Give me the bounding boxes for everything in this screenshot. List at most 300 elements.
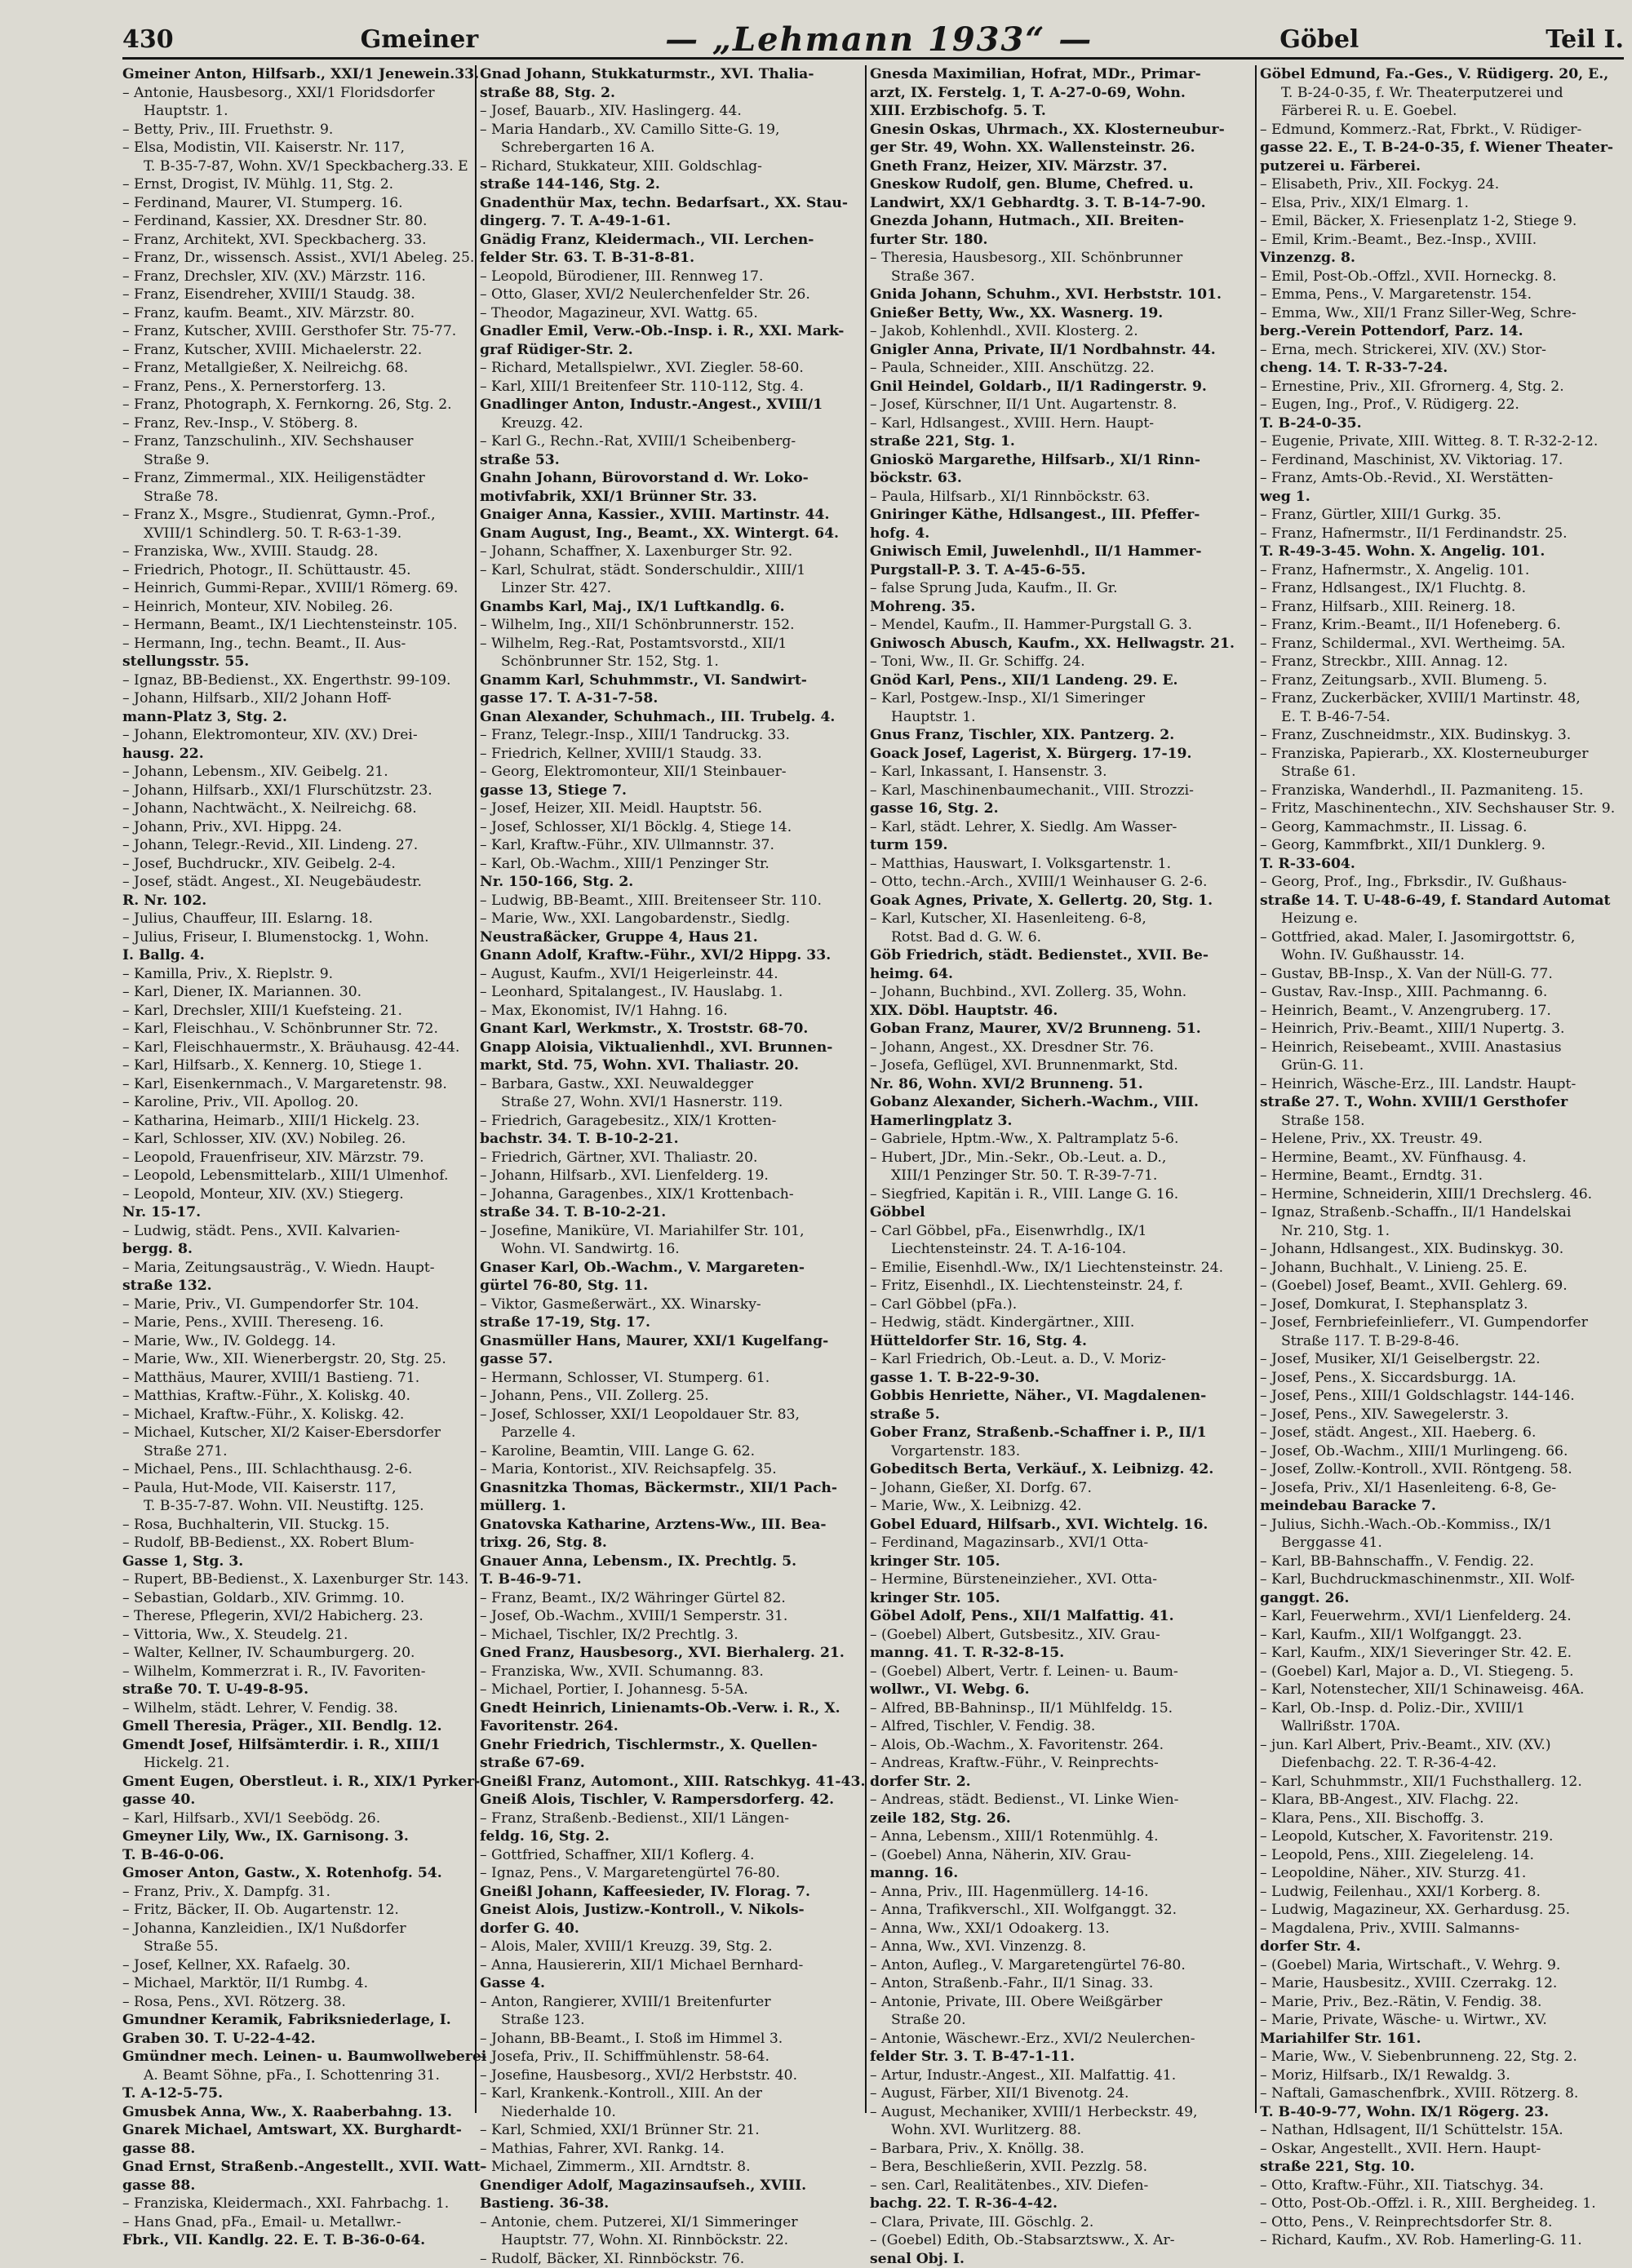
part-label: Teil I. — [1546, 25, 1624, 54]
directory-entry-line: – Otto, Pens., V. Reinprechtsdorfer Str. 8. — [1260, 2213, 1629, 2232]
directory-entry-line: – Viktor, Gasmeßerwärt., XX. Winarsky- — [480, 1296, 865, 1314]
directory-entry-line: – Marie, Hausbesitz., XVIII. Czerrakg. 12. — [1260, 1974, 1629, 1993]
directory-entry-line: Gobeditsch Berta, Verkäuf., X. Leibnizg. 42. — [870, 1460, 1255, 1479]
directory-entry-line: Gneißl Franz, Automont., XIII. Ratschkyg. 41-43. — [480, 1773, 865, 1792]
directory-entry-line: Hauptstr. 1. — [122, 102, 472, 121]
directory-entry-line: – Klara, BB-Angest., XIV. Flachg. 22. — [1260, 1791, 1629, 1810]
directory-entry-line: – Karl, Schmied, XXI/1 Brünner Str. 21. — [480, 2121, 865, 2140]
directory-entry-line: – Marie, Ww., IV. Goldegg. 14. — [122, 1332, 472, 1351]
directory-entry-line: – Bera, Beschließerin, XVII. Pezzlg. 58. — [870, 2158, 1255, 2177]
directory-entry-line: straße 221, Stg. 1. — [870, 432, 1255, 451]
directory-entry-line: Graben 30. T. U-22-4-42. — [122, 2030, 472, 2049]
directory-entry-line: – Toni, Ww., II. Gr. Schiffg. 24. — [870, 653, 1255, 671]
directory-entry-line: Straße 61. — [1260, 763, 1629, 782]
directory-entry-line: hausg. 22. — [122, 745, 472, 764]
directory-entry-line: – Johann, Schaffner, X. Laxenburger Str. 92. — [480, 543, 865, 561]
directory-entry-line: – Franz, Pens., X. Pernerstorferg. 13. — [122, 378, 472, 396]
directory-entry-line: – Karl, Hdlsangest., XVIII. Hern. Haupt- — [870, 414, 1255, 433]
directory-entry-line: T. R-49-3-45. Wohn. X. Angelig. 101. — [1260, 543, 1629, 561]
directory-entry-line: – Anton, Straßenb.-Fahr., II/1 Sinag. 33. — [870, 1974, 1255, 1993]
directory-entry-line: – Gustav, Rav.-Insp., XIII. Pachmanng. 6. — [1260, 983, 1629, 1002]
directory-entry-line: – Hans Gnad, pFa., Email- u. Metallwr.- — [122, 2213, 472, 2232]
directory-entry-line: – Heinrich, Reisebeamt., XVIII. Anastasius — [1260, 1039, 1629, 1057]
directory-entry-line: – Theodor, Magazineur, XVI. Wattg. 65. — [480, 304, 865, 323]
directory-entry-line: – Josef, städt. Angest., XII. Haeberg. 6. — [1260, 1424, 1629, 1442]
directory-entry-line: – Paula, Hut-Mode, VII. Kaiserstr. 117, — [122, 1479, 472, 1498]
directory-entry-line: Gnatovska Katharine, Arztens-Ww., III. Bea- — [480, 1516, 865, 1535]
directory-entry-line: Wohn. IV. Gußhausstr. 14. — [1260, 946, 1629, 965]
directory-entry-line: – Karl, Ob.-Wachm., XIII/1 Penzinger Str. — [480, 855, 865, 874]
directory-entry-line: Kreuzg. 42. — [480, 414, 865, 433]
directory-entry-line: – Barbara, Priv., X. Knöllg. 38. — [870, 2140, 1255, 2159]
directory-entry-line: gasse 17. T. A-31-7-58. — [480, 689, 865, 708]
directory-entry-line: – Karl, städt. Lehrer, X. Siedlg. Am Wasser- — [870, 818, 1255, 837]
directory-entry-line: T. B-35-7-87. Wohn. VII. Neustiftg. 125. — [122, 1497, 472, 1516]
directory-entry-line: Hauptstr. 77, Wohn. XI. Rinnböckstr. 22. — [480, 2231, 865, 2250]
directory-entry-line: – Karl, Diener, IX. Mariannen. 30. — [122, 983, 472, 1002]
directory-entry-line: T. A-12-5-75. — [122, 2084, 472, 2103]
directory-entry-line: – Anna, Trafikverschl., XII. Wolfganggt. 32. — [870, 1901, 1255, 1920]
directory-entry-line: gasse 40. — [122, 1791, 472, 1810]
directory-entry-line: turm 159. — [870, 836, 1255, 855]
directory-entry-line: – Heinrich, Priv.-Beamt., XIII/1 Nupertg. 3. — [1260, 1020, 1629, 1039]
directory-entry-line: – jun. Karl Albert, Priv.-Beamt., XIV. (XV.) — [1260, 1736, 1629, 1755]
directory-entry-line: – Franz, Metallgießer, X. Neilreichg. 68. — [122, 359, 472, 378]
header-last-entry: Göbel — [1279, 25, 1359, 54]
directory-entry-line: – Hermine, Schneiderin, XIII/1 Drechslerg. 46. — [1260, 1185, 1629, 1204]
directory-entry-line: Gneist Alois, Justizw.-Kontroll., V. Nikols- — [480, 1901, 865, 1920]
directory-entry-line: Gnahn Johann, Bürovorstand d. Wr. Loko- — [480, 469, 865, 488]
directory-entry-line: – Maria, Kontorist., XIV. Reichsapfelg. 35. — [480, 1460, 865, 1479]
directory-entry-line: straße 27. T., Wohn. XVIII/1 Gersthofer — [1260, 1093, 1629, 1112]
directory-entry-line: stellungsstr. 55. — [122, 653, 472, 671]
directory-entry-line: – Richard, Stukkateur, XIII. Goldschlag- — [480, 157, 865, 176]
directory-entry-line: – Otto, Post-Ob.-Offzl. i. R., XIII. Bergheideg. 1. — [1260, 2195, 1629, 2213]
directory-entry-line: Gnehr Friedrich, Tischlermstr., X. Quellen- — [480, 1736, 865, 1755]
directory-entry-line: – Michael, Marktör, II/1 Rumbg. 4. — [122, 1974, 472, 1993]
directory-entry-line: – Jakob, Kohlenhdl., XVII. Klosterg. 2. — [870, 322, 1255, 341]
directory-entry-line: – Ferdinand, Maschinist, XV. Viktoriag. 17. — [1260, 451, 1629, 470]
directory-entry-line: XVIII/1 Schindlerg. 50. T. R-63-1-39. — [122, 525, 472, 543]
directory-entry-line: – Anton, Rangierer, XVIII/1 Breitenfurter — [480, 1993, 865, 2012]
directory-entry-line: – Hermann, Schlosser, VI. Stumperg. 61. — [480, 1369, 865, 1388]
directory-entry-line: Gneißl Johann, Kaffeesieder, IV. Florag. 7. — [480, 1883, 865, 1902]
page-number: 430 — [122, 25, 174, 54]
directory-entry-line: straße 221, Stg. 10. — [1260, 2158, 1629, 2177]
directory-entry-line: – Matthäus, Maurer, XVIII/1 Bastieng. 71. — [122, 1369, 472, 1388]
directory-entry-line: – Josef, Pens., XIV. Sawegelerstr. 3. — [1260, 1406, 1629, 1424]
directory-entry-line: Gnesda Maximilian, Hofrat, MDr., Primar- — [870, 65, 1255, 84]
directory-entry-line: R. Nr. 102. — [122, 892, 472, 910]
directory-entry-line: – Hermann, Ing., techn. Beamt., II. Aus- — [122, 635, 472, 653]
directory-entry-line: – Paula, Schneider., XIII. Anschützg. 22. — [870, 359, 1255, 378]
directory-entry-line: Straße 158. — [1260, 1112, 1629, 1131]
directory-entry-line: straße 67-69. — [480, 1754, 865, 1773]
directory-entry-line: – Marie, Pens., XVIII. Thereseng. 16. — [122, 1313, 472, 1332]
directory-entry-line: T. B-24-0-35. — [1260, 414, 1629, 433]
directory-entry-line: gasse 88. — [122, 2177, 472, 2195]
directory-entry-line: – Vittoria, Ww., X. Steudelg. 21. — [122, 1626, 472, 1645]
directory-entry-line: cheng. 14. T. R-33-7-24. — [1260, 359, 1629, 378]
directory-entry-line: – Franz, Hdlsangest., IX/1 Fluchtg. 8. — [1260, 579, 1629, 598]
directory-entry-line: Parzelle 4. — [480, 1424, 865, 1442]
directory-entry-line: – Leopold, Bürodiener, III. Rennweg 17. — [480, 268, 865, 286]
directory-entry-line: – Emma, Pens., V. Margaretenstr. 154. — [1260, 286, 1629, 304]
directory-entry-line: – Otto, Glaser, XVI/2 Neulerchenfelder Str. 26. — [480, 286, 865, 304]
directory-entry-line: – Karl G., Rechn.-Rat, XVIII/1 Scheibenberg- — [480, 432, 865, 451]
directory-entry-line: – Johanna, Garagenbes., XIX/1 Krottenbach- — [480, 1185, 865, 1204]
directory-entry-line: – Anna, Lebensm., XIII/1 Rotenmühlg. 4. — [870, 1827, 1255, 1846]
directory-entry-line: – Ignaz, BB-Bedienst., XX. Engerthstr. 99-109. — [122, 671, 472, 690]
directory-entry-line: Nr. 150-166, Stg. 2. — [480, 873, 865, 892]
directory-entry-line: – Josef, Pens., XIII/1 Goldschlagstr. 144-146. — [1260, 1387, 1629, 1406]
directory-entry-line: – Franz, Hafnermstr., II/1 Ferdinandstr. 25. — [1260, 525, 1629, 543]
directory-entry-line: – Emil, Post-Ob.-Offzl., XVII. Horneckg. 8. — [1260, 268, 1629, 286]
directory-entry-line: Gobbis Henriette, Näher., VI. Magdalenen- — [870, 1387, 1255, 1406]
directory-entry-line: – Karl, Inkassant, I. Hansenstr. 3. — [870, 763, 1255, 782]
directory-entry-line: XIII/1 Penzinger Str. 50. T. R-39-7-71. — [870, 1167, 1255, 1185]
directory-entry-line: T. R-33-604. — [1260, 855, 1629, 874]
directory-entry-line: Straße 117. T. B-29-8-46. — [1260, 1332, 1629, 1351]
directory-entry-line: – Marie, Ww., X. Leibnizg. 42. — [870, 1497, 1255, 1516]
directory-entry-line: – Franz X., Msgre., Studienrat, Gymn.-Prof., — [122, 506, 472, 525]
directory-entry-line: – Carl Göbbel, pFa., Eisenwrhdlg., IX/1 — [870, 1222, 1255, 1241]
directory-entry-line: – Edmund, Kommerz.-Rat, Fbrkt., V. Rüdiger- — [1260, 121, 1629, 140]
directory-entry-line: weg 1. — [1260, 488, 1629, 507]
directory-entry-line: senal Obj. I. — [870, 2250, 1255, 2268]
directory-entry-line: Heizung e. — [1260, 910, 1629, 928]
directory-entry-line: – Helene, Priv., XX. Treustr. 49. — [1260, 1130, 1629, 1149]
directory-entry-line: – Franz, Beamt., IX/2 Währinger Gürtel 82. — [480, 1589, 865, 1608]
directory-entry-line: – Karl, Schlosser, XIV. (XV.) Nobileg. 26. — [122, 1130, 472, 1149]
directory-entry-line: Gnendiger Adolf, Magazinsaufseh., XVIII. — [480, 2177, 865, 2195]
directory-entry-line: Gnießer Betty, Ww., XX. Wasnerg. 19. — [870, 304, 1255, 323]
directory-entry-line: – Fritz, Bäcker, II. Ob. Augartenstr. 12. — [122, 1901, 472, 1920]
directory-entry-line: – Ignaz, Pens., V. Margaretengürtel 76-80. — [480, 1864, 865, 1883]
directory-entry-line: – Michael, Pens., III. Schlachthausg. 2-6. — [122, 1460, 472, 1479]
header-first-entry: Gmeiner — [361, 25, 479, 54]
directory-entry-line: – Johann, Telegr.-Revid., XII. Lindeng. 27. — [122, 836, 472, 855]
directory-entry-line: – Paula, Hilfsarb., XI/1 Rinnböckstr. 63. — [870, 488, 1255, 507]
directory-entry-line: – Klara, Pens., XII. Bischoffg. 3. — [1260, 1810, 1629, 1828]
directory-entry-line: – Ludwig, städt. Pens., XVII. Kalvarien- — [122, 1222, 472, 1241]
directory-entry-line: – Antonie, Private, III. Obere Weißgärber — [870, 1993, 1255, 2012]
directory-entry-line: – Franz, Zuckerbäcker, XVIII/1 Martinstr. 48, — [1260, 689, 1629, 708]
directory-entry-line: Gment Eugen, Oberstleut. i. R., XIX/1 Pyrker- — [122, 1773, 472, 1792]
directory-entry-line: Gnaser Karl, Ob.-Wachm., V. Margareten- — [480, 1259, 865, 1278]
directory-entry-line: – Wilhelm, Ing., XII/1 Schönbrunnerstr. 152. — [480, 616, 865, 635]
directory-entry-line: motivfabrik, XXI/1 Brünner Str. 33. — [480, 488, 865, 507]
directory-entry-line: – Elsa, Priv., XIX/1 Elmarg. 1. — [1260, 194, 1629, 213]
directory-entry-line: putzerei u. Färberei. — [1260, 157, 1629, 176]
directory-entry-line: – Franz, Straßenb.-Bedienst., XII/1 Längen- — [480, 1810, 865, 1828]
directory-entry-line: Gnad Johann, Stukkaturmstr., XVI. Thalia- — [480, 65, 865, 84]
directory-entry-line: T. B-35-7-87, Wohn. XV/1 Speckbacherg.33. E — [122, 157, 472, 176]
directory-entry-line: Hauptstr. 1. — [870, 708, 1255, 727]
directory-entry-line: böckstr. 63. — [870, 469, 1255, 488]
directory-entry-line: – Emil, Bäcker, X. Friesenplatz 1-2, Stiege 9. — [1260, 212, 1629, 231]
directory-entry-line: – Franziska, Wanderhdl., II. Pazmaniteng. 15. — [1260, 782, 1629, 800]
directory-entry-line: – Franz, Priv., X. Dampfg. 31. — [122, 1883, 472, 1902]
directory-entry-line: – Heinrich, Gummi-Repar., XVIII/1 Römerg. 69. — [122, 579, 472, 598]
directory-entry-line: – Franz, Kutscher, XVIII. Gersthofer Str. 75-77. — [122, 322, 472, 341]
directory-entry-line: arzt, IX. Ferstelg. 1, T. A-27-0-69, Wohn. — [870, 84, 1255, 103]
directory-entry-line: gasse 88. — [122, 2140, 472, 2159]
directory-entry-line: – Karoline, Beamtin, VIII. Lange G. 62. — [480, 1442, 865, 1461]
directory-entry-line: – Mathias, Fahrer, XVI. Rankg. 14. — [480, 2140, 865, 2159]
directory-entry-line: – Franz, Amts-Ob.-Revid., XI. Werstätten- — [1260, 469, 1629, 488]
directory-entry-line: – Richard, Metallspielwr., XVI. Ziegler. 58-60. — [480, 359, 865, 378]
directory-entry-line: Rotst. Bad d. G. W. 6. — [870, 928, 1255, 947]
directory-entry-line: Mariahilfer Str. 161. — [1260, 2030, 1629, 2049]
directory-entry-line: – Anna, Ww., XXI/1 Odoakerg. 13. — [870, 1920, 1255, 1938]
directory-entry-line: – Anton, Aufleg., V. Margaretengürtel 76-80. — [870, 1956, 1255, 1975]
directory-entry-line: – Emilie, Eisenhdl.-Ww., IX/1 Liechtensteinstr. 24. — [870, 1259, 1255, 1278]
directory-entry-line: – August, Mechaniker, XVIII/1 Herbeckstr. 49, — [870, 2103, 1255, 2122]
directory-entry-line: – Josef, Schlosser, XI/1 Böcklg. 4, Stiege 14. — [480, 818, 865, 837]
directory-entry-line: Nr. 210, Stg. 1. — [1260, 1222, 1629, 1241]
directory-entry-line: – Franziska, Papierarb., XX. Klosterneuburger — [1260, 745, 1629, 764]
directory-entry-line: kringer Str. 105. — [870, 1589, 1255, 1608]
directory-entry-line: – Ludwig, BB-Beamt., XIII. Breitenseer Str. 110. — [480, 892, 865, 910]
directory-entry-line: dorfer G. 40. — [480, 1920, 865, 1938]
column-1 — [122, 65, 472, 2113]
directory-entry-line: – Wilhelm, Kommerzrat i. R., IV. Favoriten- — [122, 1663, 472, 1681]
directory-entry-line: bachstr. 34. T. B-10-2-21. — [480, 1130, 865, 1149]
directory-entry-line: – Franz, Photograph, X. Fernkorng. 26, Stg. 2. — [122, 396, 472, 414]
directory-entry-line: Straße 123. — [480, 2011, 865, 2030]
directory-entry-line: feldg. 16, Stg. 2. — [480, 1827, 865, 1846]
directory-entry-line: – Josef, Heizer, XII. Meidl. Hauptstr. 56. — [480, 800, 865, 818]
directory-entry-line: – Josefa, Geflügel, XVI. Brunnenmarkt, Std. — [870, 1056, 1255, 1075]
directory-entry-line: – Julius, Sichh.-Wach.-Ob.-Kommiss., IX/1 — [1260, 1516, 1629, 1535]
directory-entry-line: – Josef, Ob.-Wachm., XVIII/1 Semperstr. 31. — [480, 1607, 865, 1626]
directory-entry-line: – Clara, Private, III. Göschlg. 2. — [870, 2213, 1255, 2232]
directory-entry-line: Hütteldorfer Str. 16, Stg. 4. — [870, 1332, 1255, 1351]
directory-entry-line: – Johann, Hilfsarb., XVI. Lienfelderg. 19. — [480, 1167, 865, 1185]
directory-entry-line: Wohn. VI. Sandwirtg. 16. — [480, 1240, 865, 1259]
directory-entry-line: – (Goebel) Albert, Gutsbesitz., XIV. Grau- — [870, 1626, 1255, 1645]
directory-entry-line: – (Goebel) Albert, Vertr. f. Leinen- u. Baum- — [870, 1663, 1255, 1681]
directory-entry-line: – Kamilla, Priv., X. Rieplstr. 9. — [122, 965, 472, 984]
directory-entry-line: – Leonhard, Spitalangest., IV. Hauslabg. 1. — [480, 983, 865, 1002]
directory-entry-line: – August, Färber, XII/1 Bivenotg. 24. — [870, 2084, 1255, 2103]
directory-entry-line: – Max, Ekonomist, IV/1 Hahng. 16. — [480, 1002, 865, 1021]
directory-entry-line: – Franz, Krim.-Beamt., II/1 Hofeneberg. 6. — [1260, 616, 1629, 635]
directory-entry-line: Gniringer Käthe, Hdlsangest., III. Pfeffer- — [870, 506, 1255, 525]
directory-entry-line: Favoritenstr. 264. — [480, 1717, 865, 1736]
directory-entry-line: Gnesin Oskas, Uhrmach., XX. Klosterneubur- — [870, 121, 1255, 140]
directory-entry-line: – Julius, Chauffeur, III. Eslarng. 18. — [122, 910, 472, 928]
directory-entry-line: Purgstall-P. 3. T. A-45-6-55. — [870, 561, 1255, 580]
page-header — [122, 21, 1624, 60]
directory-entry-line: Gnasnitzka Thomas, Bäckermstr., XII/1 Pach- — [480, 1479, 865, 1498]
directory-entry-line: – Karl, Hilfsarb., X. Kennerg. 10, Stiege 1. — [122, 1056, 472, 1075]
directory-entry-line: Gnil Heindel, Goldarb., II/1 Radingerstr. 9. — [870, 378, 1255, 396]
directory-entry-line: Liechtensteinstr. 24. T. A-16-104. — [870, 1240, 1255, 1259]
directory-entry-line: – Andreas, Kraftw.-Führ., V. Reinprechts- — [870, 1754, 1255, 1773]
directory-entry-line: furter Str. 180. — [870, 231, 1255, 250]
directory-entry-line: gasse 1. T. B-22-9-30. — [870, 1369, 1255, 1388]
directory-entry-line: – Karl, Feuerwehrm., XVI/1 Lienfelderg. 24. — [1260, 1607, 1629, 1626]
directory-entry-line: – Karl, Notenstecher, XII/1 Schinaweisg. 46A. — [1260, 1681, 1629, 1699]
directory-entry-line: – Marie, Ww., XII. Wienerbergstr. 20, Stg. 25. — [122, 1350, 472, 1369]
directory-entry-line: T. B-46-9-71. — [480, 1570, 865, 1589]
directory-entry-line: – Rudolf, BB-Bedienst., XX. Robert Blum- — [122, 1534, 472, 1553]
directory-entry-line: Gnus Franz, Tischler, XIX. Pantzerg. 2. — [870, 726, 1255, 745]
directory-entry-line: Straße 78. — [122, 488, 472, 507]
directory-entry-line: – Johann, Hdlsangest., XIX. Budinskyg. 30. — [1260, 1240, 1629, 1259]
directory-entry-line: – Karoline, Priv., VII. Apollog. 20. — [122, 1093, 472, 1112]
directory-entry-line: – Fritz, Eisenhdl., IX. Liechtensteinstr. 24, f. — [870, 1277, 1255, 1296]
directory-entry-line: XIX. Döbl. Hauptstr. 46. — [870, 1002, 1255, 1021]
directory-entry-line: Gober Franz, Straßenb.-Schaffner i. P., II/1 — [870, 1424, 1255, 1442]
directory-entry-line: – Franz, kaufm. Beamt., XIV. Märzstr. 80. — [122, 304, 472, 323]
directory-entry-line: – Gottfried, Schaffner, XII/1 Koflerg. 4. — [480, 1846, 865, 1865]
directory-entry-line: wollwr., VI. Webg. 6. — [870, 1681, 1255, 1699]
directory-entry-line: Gnöd Karl, Pens., XII/1 Landeng. 29. E. — [870, 671, 1255, 690]
directory-entry-line: – Rupert, BB-Bedienst., X. Laxenburger Str. 143. — [122, 1570, 472, 1589]
directory-entry-line: E. T. B-46-7-54. — [1260, 708, 1629, 727]
directory-entry-line: – Josef, Domkurat, I. Stephansplatz 3. — [1260, 1296, 1629, 1314]
directory-entry-line: Straße 367. — [870, 268, 1255, 286]
directory-entry-line: – Franz, Drechsler, XIV. (XV.) Märzstr. 116. — [122, 268, 472, 286]
directory-entry-line: – Franz, Telegr.-Insp., XIII/1 Tandruckg. 33. — [480, 726, 865, 745]
directory-entry-line: – Johann, Priv., XVI. Hippg. 24. — [122, 818, 472, 837]
directory-entry-line: – Naftali, Gamaschenfbrk., XVIII. Rötzerg. 8. — [1260, 2084, 1629, 2103]
directory-entry-line: Gned Franz, Hausbesorg., XVI. Bierhalerg. 21. — [480, 1644, 865, 1663]
directory-entry-line: – Franz, Zimmermal., XIX. Heiligenstädter — [122, 469, 472, 488]
directory-entry-line: Gnigler Anna, Private, II/1 Nordbahnstr. 44. — [870, 341, 1255, 360]
directory-entry-line: – Karl, Kutscher, XI. Hasenleiteng. 6-8, — [870, 910, 1255, 928]
directory-entry-line: – Karl, Fleischhau., V. Schönbrunner Str. 72. — [122, 1020, 472, 1039]
directory-entry-line: – Magdalena, Priv., XVIII. Salmanns- — [1260, 1920, 1629, 1938]
directory-entry-line: – Johann, Buchbind., XVI. Zollerg. 35, Wohn. — [870, 983, 1255, 1002]
directory-entry-line: Goban Franz, Maurer, XV/2 Brunneng. 51. — [870, 1020, 1255, 1039]
directory-entry-line: Gobanz Alexander, Sicherh.-Wachm., VIII. — [870, 1093, 1255, 1112]
directory-entry-line: – Franz, Hafnermstr., X. Angelig. 101. — [1260, 561, 1629, 580]
directory-entry-line: – Josef, Kürschner, II/1 Unt. Augartenstr. 8. — [870, 396, 1255, 414]
directory-entry-line: Gneiß Alois, Tischler, V. Rampersdorferg. 42. — [480, 1791, 865, 1810]
directory-entry-line: – Gustav, BB-Insp., X. Van der Nüll-G. 77. — [1260, 965, 1629, 984]
directory-entry-line: Gmell Theresia, Präger., XII. Bendlg. 12. — [122, 1717, 472, 1736]
directory-entry-line: Straße 9. — [122, 451, 472, 470]
directory-entry-line: – Johann, Hilfsarb., XXI/1 Flurschützstr. 23. — [122, 782, 472, 800]
directory-entry-line: – Franz, Zuschneidmstr., XIX. Budinskyg. 3. — [1260, 726, 1629, 745]
directory-entry-line: straße 14. T. U-48-6-49, f. Standard Automat — [1260, 892, 1629, 910]
directory-entry-line: kringer Str. 105. — [870, 1553, 1255, 1571]
directory-entry-line: straße 17-19, Stg. 17. — [480, 1313, 865, 1332]
directory-entry-line: – Walter, Kellner, IV. Schaumburgerg. 20. — [122, 1644, 472, 1663]
directory-entry-line: Gnadenthür Max, techn. Bedarfsart., XX. Stau- — [480, 194, 865, 213]
directory-entry-line: Gnasmüller Hans, Maurer, XXI/1 Kugelfang- — [480, 1332, 865, 1351]
directory-entry-line: – Antonie, Wäschewr.-Erz., XVI/2 Neulerchen- — [870, 2030, 1255, 2049]
directory-entry-line: – Franziska, Ww., XVIII. Staudg. 28. — [122, 543, 472, 561]
directory-entry-line: – Josef, Musiker, XI/1 Geiselbergstr. 22. — [1260, 1350, 1629, 1369]
directory-entry-line: markt, Std. 75, Wohn. XVI. Thaliastr. 20. — [480, 1056, 865, 1075]
directory-entry-line: dorfer Str. 2. — [870, 1773, 1255, 1792]
directory-entry-line: – Ferdinand, Maurer, VI. Stumperg. 16. — [122, 194, 472, 213]
directory-entry-line: – Gabriele, Hptm.-Ww., X. Paltramplatz 5-6. — [870, 1130, 1255, 1149]
directory-entry-line: – Alfred, Tischler, V. Fendig. 38. — [870, 1717, 1255, 1736]
directory-entry-line: – Mendel, Kaufm., II. Hammer-Purgstall G. 3. — [870, 616, 1255, 635]
directory-entry-line: – Julius, Friseur, I. Blumenstockg. 1, Wohn. — [122, 928, 472, 947]
directory-entry-line: straße 144-146, Stg. 2. — [480, 175, 865, 194]
directory-entry-line: ger Str. 49, Wohn. XX. Wallensteinstr. 26. — [870, 139, 1255, 157]
directory-entry-line: Nr. 86, Wohn. XVI/2 Brunneng. 51. — [870, 1075, 1255, 1094]
directory-entry-line: bergg. 8. — [122, 1240, 472, 1259]
directory-entry-line: – Friedrich, Photogr., II. Schüttaustr. 45. — [122, 561, 472, 580]
directory-entry-line: Gneth Franz, Heizer, XIV. Märzstr. 37. — [870, 157, 1255, 176]
directory-entry-line: – Hermine, Beamt., XV. Fünfhausg. 4. — [1260, 1149, 1629, 1167]
directory-entry-line: Diefenbachg. 22. T. R-36-4-42. — [1260, 1754, 1629, 1773]
directory-entry-line: – Karl, Buchdruckmaschinenmstr., XII. Wolf- — [1260, 1570, 1629, 1589]
directory-entry-line: Goack Josef, Lagerist, X. Bürgerg. 17-19. — [870, 745, 1255, 764]
directory-entry-line: zeile 182, Stg. 26. — [870, 1810, 1255, 1828]
directory-entry-line: – Nathan, Hdlsagent, II/1 Schüttelstr. 15A. — [1260, 2121, 1629, 2140]
directory-entry-line: – Karl, Postgew.-Insp., XI/1 Simeringer — [870, 689, 1255, 708]
directory-entry-line: – Karl, Kaufm., XIX/1 Sieveringer Str. 42. E. — [1260, 1644, 1629, 1663]
directory-entry-line: – Friedrich, Gärtner, XVI. Thaliastr. 20. — [480, 1149, 865, 1167]
directory-entry-line: manng. 41. T. R-32-8-15. — [870, 1644, 1255, 1663]
directory-entry-line: – Johann, Buchhalt., V. Linieng. 25. E. — [1260, 1259, 1629, 1278]
directory-entry-line: Gniwosch Abusch, Kaufm., XX. Hellwagstr. 21. — [870, 635, 1255, 653]
directory-entry-line: Mohreng. 35. — [870, 598, 1255, 617]
directory-entry-line: – Karl, Maschinenbaumechanit., VIII. Strozzi- — [870, 782, 1255, 800]
directory-entry-line: – Franz, Schildermal., XVI. Wertheimg. 5A. — [1260, 635, 1629, 653]
column-2 — [475, 65, 865, 2113]
directory-entry-line: – Franz, Architekt, XVI. Speckbacherg. 33. — [122, 231, 472, 250]
directory-entry-line: Vinzenzg. 8. — [1260, 249, 1629, 268]
directory-entry-line: – Karl, XIII/1 Breitenfeer Str. 110-112, Stg. 4. — [480, 378, 865, 396]
directory-entry-line: – Rosa, Pens., XVI. Rötzerg. 38. — [122, 1993, 472, 2012]
directory-entry-line: hofg. 4. — [870, 525, 1255, 543]
directory-entry-line: – sen. Carl, Realitätenbes., XIV. Diefen- — [870, 2177, 1255, 2195]
directory-entry-line: – Karl, Krankenk.-Kontroll., XIII. An der — [480, 2084, 865, 2103]
directory-entry-line: Hickelg. 21. — [122, 1754, 472, 1773]
directory-entry-line: straße 5. — [870, 1406, 1255, 1424]
directory-entry-line: gürtel 76-80, Stg. 11. — [480, 1277, 865, 1296]
directory-entry-line: straße 53. — [480, 451, 865, 470]
directory-entry-line: Hamerlingplatz 3. — [870, 1112, 1255, 1131]
directory-entry-line: – (Goebel) Edith, Ob.-Stabsarztsww., X. Ar- — [870, 2231, 1255, 2250]
directory-entry-line: Gnann Adolf, Kraftw.-Führ., XVI/2 Hippg. 33. — [480, 946, 865, 965]
directory-entry-line: Gnam August, Ing., Beamt., XX. Wintergt. 64. — [480, 525, 865, 543]
directory-entry-line: – Wilhelm, städt. Lehrer, V. Fendig. 38. — [122, 1699, 472, 1718]
directory-entry-line: – Heinrich, Wäsche-Erz., III. Landstr. Haupt- — [1260, 1075, 1629, 1094]
directory-entry-line: – Josef, Pens., X. Siccardsburgg. 1A. — [1260, 1369, 1629, 1388]
directory-entry-line: Wallrißstr. 170A. — [1260, 1717, 1629, 1736]
directory-entry-line: – Eugenie, Private, XIII. Witteg. 8. T. R-32-2-12. — [1260, 432, 1629, 451]
column-3 — [865, 65, 1255, 2113]
directory-entry-line: Wohn. XVI. Wurlitzerg. 88. — [870, 2121, 1255, 2140]
directory-entry-line: – (Goebel) Josef, Beamt., XVII. Gehlerg. 69. — [1260, 1277, 1629, 1296]
directory-entry-line: ganggt. 26. — [1260, 1589, 1629, 1608]
directory-entry-line: Nr. 15-17. — [122, 1203, 472, 1222]
directory-entry-line: Gmeyner Lily, Ww., IX. Garnisong. 3. — [122, 1827, 472, 1846]
directory-entry-line: – Gottfried, akad. Maler, I. Jasomirgottstr. 6, — [1260, 928, 1629, 947]
directory-entry-line: – Artur, Industr.-Angest., XII. Malfattig. 41. — [870, 2066, 1255, 2085]
directory-entry-line: – Karl, BB-Bahnschaffn., V. Fendig. 22. — [1260, 1553, 1629, 1571]
directory-entry-line: – Marie, Private, Wäsche- u. Wirtwr., XV. — [1260, 2011, 1629, 2030]
directory-entry-line: Gnarek Michael, Amtswart, XX. Burghardt- — [122, 2121, 472, 2140]
directory-entry-line: straße 88, Stg. 2. — [480, 84, 865, 103]
directory-entry-line: meindebau Baracke 7. — [1260, 1497, 1629, 1516]
directory-entry-line: – Johann, Nachtwächt., X. Neilreichg. 68. — [122, 800, 472, 818]
directory-entry-line: dorfer Str. 4. — [1260, 1938, 1629, 1956]
directory-entry-line: A. Beamt Söhne, pFa., I. Schottenring 31. — [122, 2066, 472, 2085]
directory-entry-line: – Leopold, Pens., XIII. Ziegeleleng. 14. — [1260, 1846, 1629, 1865]
